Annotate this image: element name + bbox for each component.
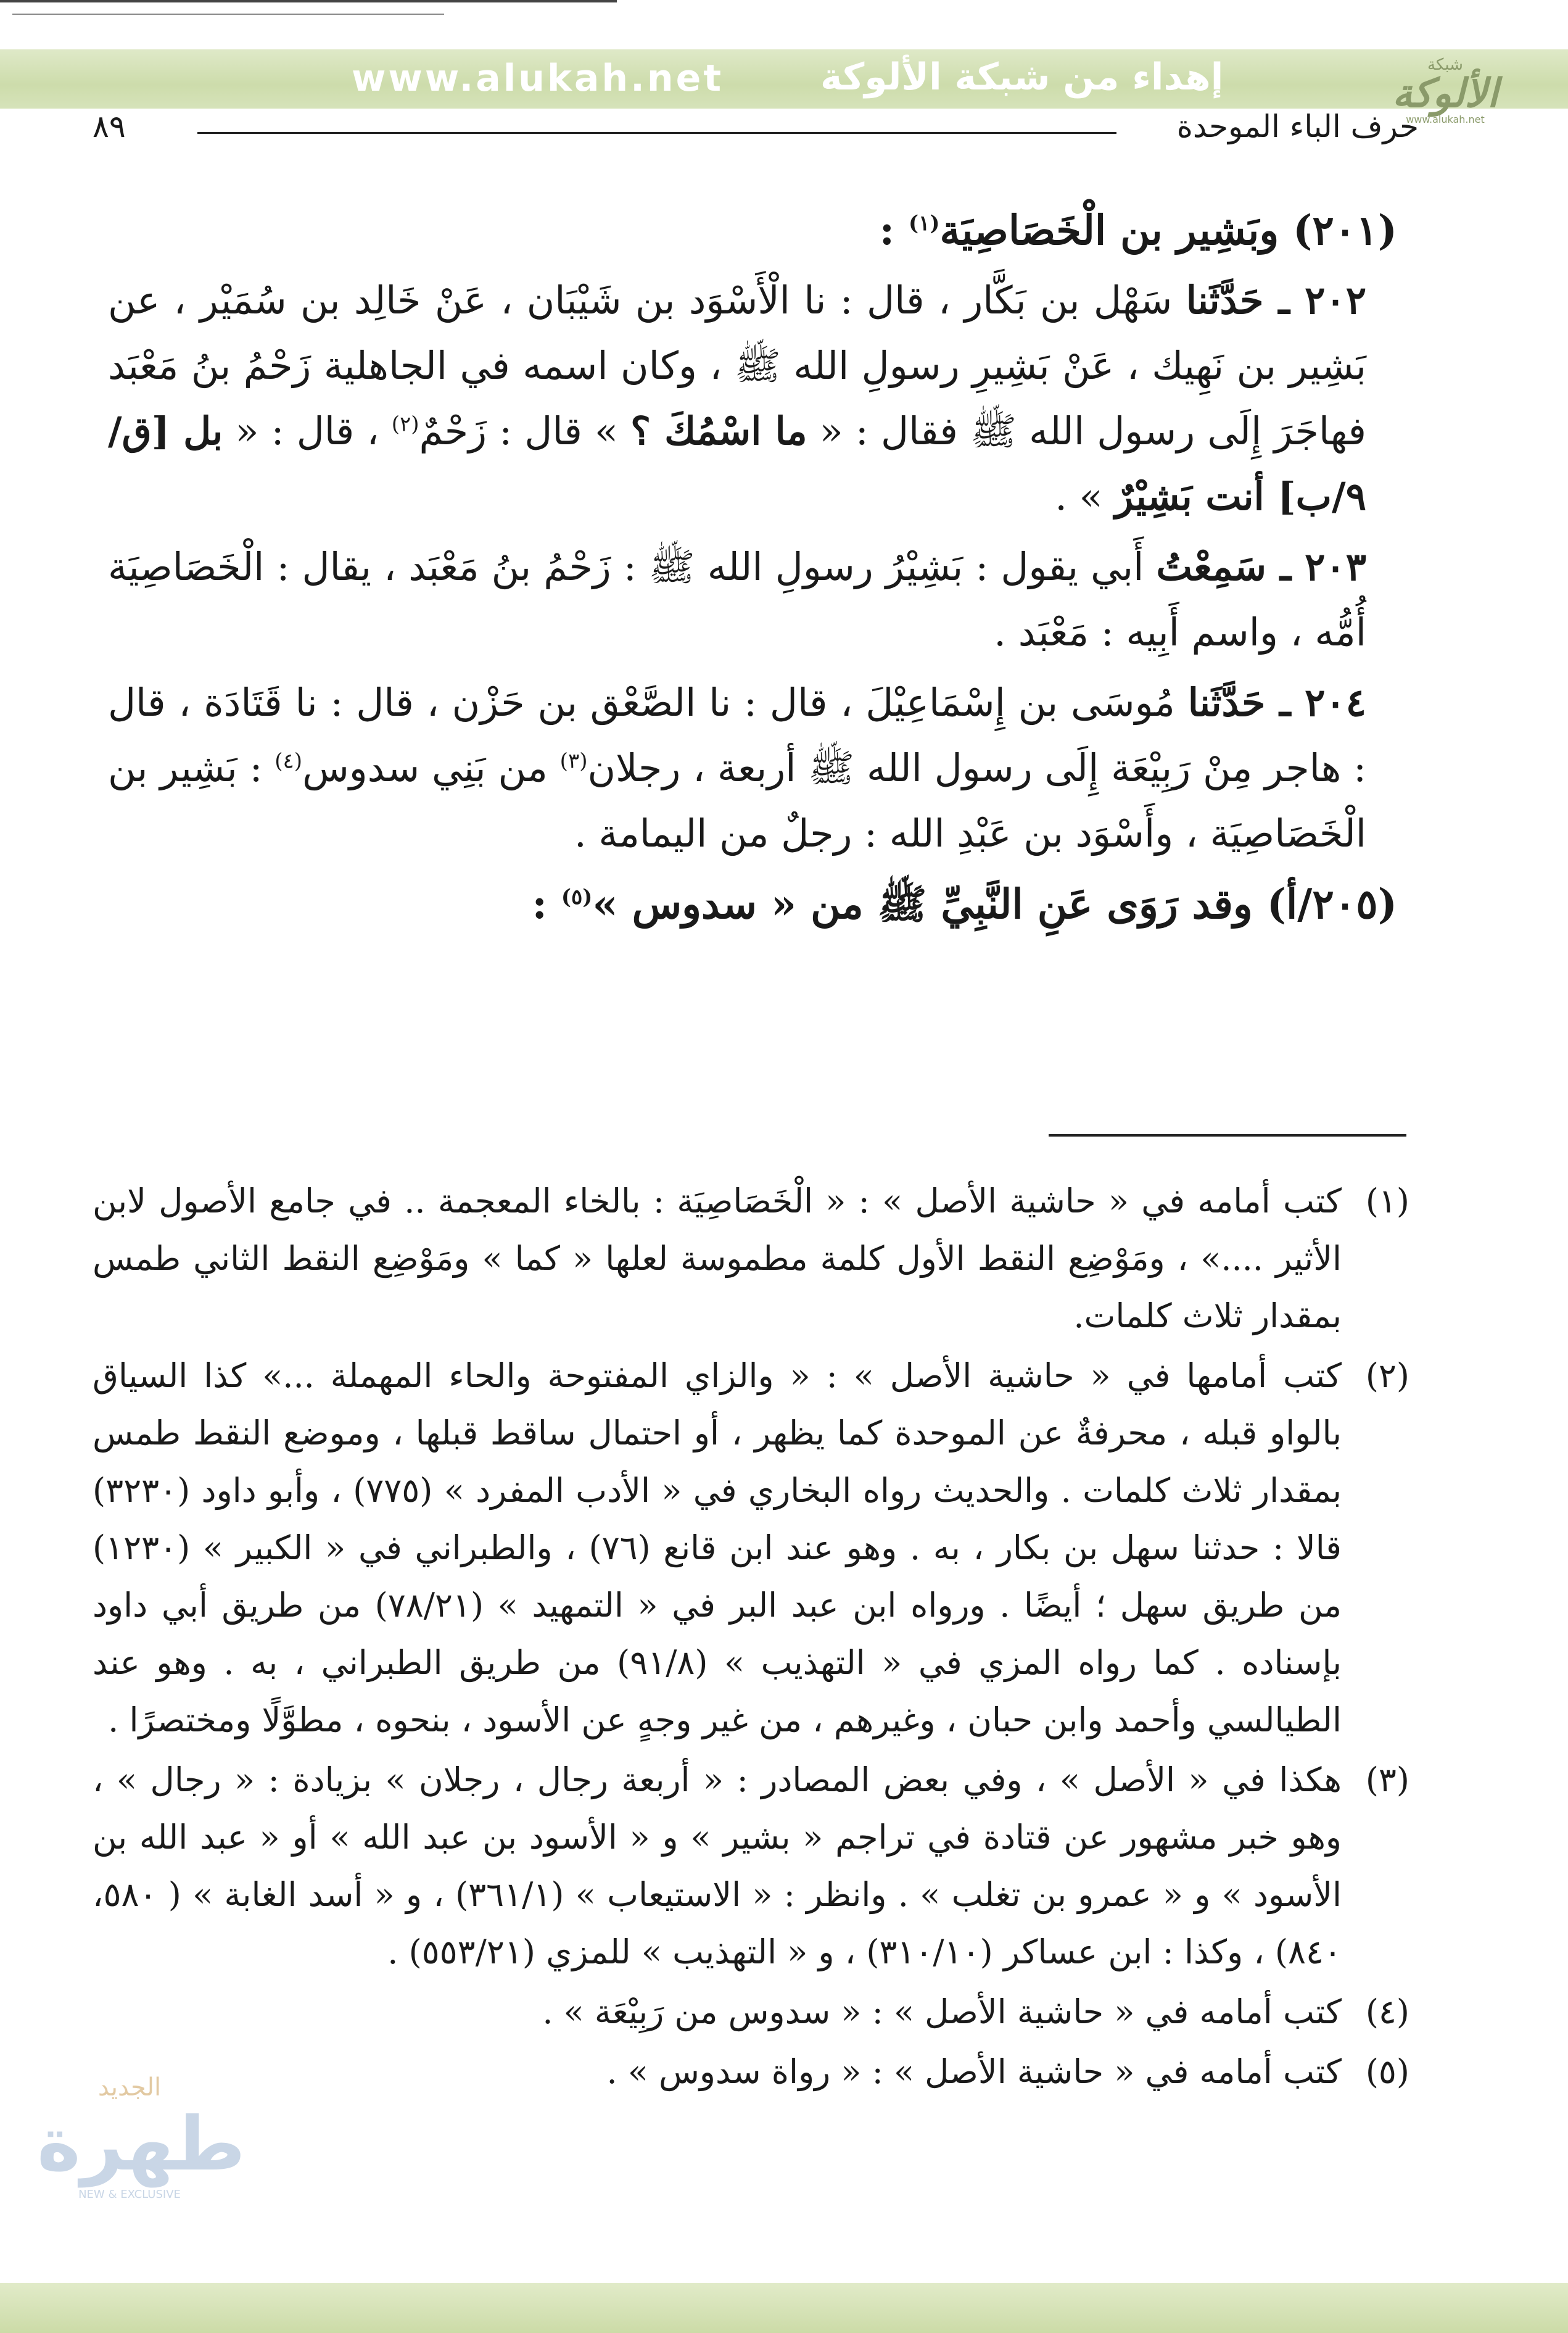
page-number: ٨٩ (93, 109, 126, 144)
p202-quote: ما اسْمُكَ ؟ (630, 408, 807, 454)
footnote-3 (93, 1751, 1409, 1981)
footnote-number: (٥) (1365, 2052, 1409, 2091)
footnote-ref-5: (٥) (561, 885, 593, 910)
footnote-text: كتب أمامه في « حاشية الأصل » : « رواة سدوس » . (606, 2052, 1342, 2091)
running-head (93, 109, 1419, 158)
footnote-number: (١) (1365, 1182, 1409, 1220)
p204-text-b: من بَنِي سدوس (302, 745, 560, 790)
p202-text-a: سَهْل بن بَكَّار ، قال : نا الْأَسْوَد بن شَيْبَان ، عَنْ خَالِد بن سُمَيْر ، عن بَشِير بن نَهِيك ، عَنْ بَشِيرِ رسولِ الله ﷺ ، وكان اسمه في الجاهلية زَحْمُ بنُ مَعْبَد فهاجَرَ إِلَى رسول الله ﷺ فقال : « (108, 278, 1366, 454)
footnote-number: (٣) (1365, 1760, 1409, 1799)
p202-text-c: ، قال : « (223, 408, 392, 454)
footnote-number: (٤) (1365, 1992, 1409, 2031)
p203-number: ٢٠٣ ـ (1266, 544, 1366, 589)
p203-lead: سَمِعْتُ (1156, 544, 1266, 589)
logo-main-text: الألوكة (1392, 71, 1498, 117)
footnote-number: (٢) (1365, 1356, 1409, 1395)
p202-text-e: » . (1055, 474, 1115, 519)
footnote-text: كتب أمامه في « حاشية الأصل » : « الْخَصَاصِيَة : بالخاء المعجمة .. في جامع الأصول لابن الأثير ....» ، ومَوْضِع النقط الأول كلمة مطموسة لعلها « كما » ومَوْضِع النقط الثاني طمس بمقدار ثلاث كلمات. (93, 1182, 1342, 1335)
p202-reply: بل [ق/٩/ب] أنت بَشِيْرٌ (108, 408, 1366, 519)
p202-number: ٢٠٢ ـ (1263, 278, 1366, 323)
p204-lead: حَدَّثَنا (1187, 680, 1266, 725)
site-banner (0, 49, 1568, 109)
heading-205-colon: : (532, 880, 561, 928)
top-scan-rule (0, 0, 617, 2)
corner-watermark-logo (37, 2073, 246, 2227)
bottom-band (0, 2283, 1568, 2333)
footnote-separator (1049, 1134, 1406, 1137)
footnote-text: كتب أمامه في « حاشية الأصل » : « سدوس من رَبِيْعَة » . (542, 1992, 1342, 2031)
footnote-ref-3: (٣) (559, 748, 588, 774)
footnote-text: كتب أمامها في « حاشية الأصل » : « والزاي المفتوحة والحاء المهملة ...» كذا السياق بالواو قبله ، محرفةٌ عن الموحدة كما يظهر ، أو احتمال ساقط قبلها ، وموضع النقط طمس بمقدار ثلاث كلمات . والحديث رواه البخاري في « الأدب المفرد » (٧٧٥) ، وأبو داود (٣٢٣٠) قالا : حدثنا سهل بن بكار ، به . وهو عند ابن قانع (٧٦) ، والطبراني في « الكبير » (١٢٣٠) من طريق سهل ؛ أيضًا . ورواه ابن عبد البر في « التمهيد » (٧٨/٢١) من طريق أبي داود بإسناده . كما رواه المزي في « التهذيب » (٩١/٨) من طريق الطبراني ، به . وهو عند الطيالسي وأحمد وابن حبان ، وغيرهم ، من غير وجهٍ عن الأسود ، بنحوه ، مطوَّلًا ومختصرًا . (93, 1356, 1342, 1739)
footnotes (93, 1172, 1409, 2103)
heading-205 (108, 871, 1409, 937)
running-head-title: حرف الباء الموحدة (1176, 109, 1419, 144)
banner-gift-text: إهداء من شبكة الألوكة (820, 56, 1224, 99)
footnote-ref-4: (٤) (274, 748, 303, 774)
running-head-rule (197, 132, 1116, 134)
p202-lead: حَدَّثَنا (1186, 278, 1264, 323)
heading-201 (108, 197, 1409, 263)
p203-text: أَبي يقول : بَشِيْرُ رسولِ الله ﷺ : زَحْمُ بنُ مَعْبَد ، يقال : الْخَصَاصِيَة أُمُّه ، واسم أَبِيه : مَعْبَد . (108, 544, 1366, 655)
corner-logo-top: الجديد (97, 2073, 162, 2102)
heading-201-text: (٢٠١) وبَشِير بن الْخَصَاصِيَة (939, 206, 1397, 254)
p204-text-c: : بَشِير بن الْخَصَاصِيَة ، وأَسْوَد بن عَبْدِ الله : رجلٌ من اليمامة . (108, 745, 1366, 856)
p202-text-b: » قال : زَحْمٌ (419, 408, 631, 454)
footnote-2 (93, 1347, 1409, 1749)
corner-logo-bottom: NEW & EXCLUSIVE (78, 2188, 181, 2201)
top-scan-rule-secondary (12, 14, 444, 15)
banner-url[interactable]: www.alukah.net (352, 57, 724, 100)
footnote-ref-2: (٢) (391, 412, 419, 437)
main-text (108, 197, 1409, 942)
footnote-ref-1: (١) (908, 211, 940, 236)
heading-201-colon: : (879, 206, 909, 254)
footnote-text: هكذا في « الأصل » ، وفي بعض المصادر : « أربعة رجال ، رجلان » بزيادة : « رجال » ، وهو خبر مشهور عن قتادة في تراجم « بشير » و « الأسود بن عبد الله » أو « عبد الله بن الأسود » و « عمرو بن تغلب » . وانظر : « الاستيعاب » (٣٦١/١) ، و « أسد الغابة » ( ٥٨٠، ٨٤٠) ، وكذا : ابن عساكر (٣١٠/١٠) ، و « التهذيب » للمزي (٥٥٣/٢١) . (93, 1760, 1342, 1971)
footnote-4 (93, 1983, 1409, 2041)
corner-logo-main: طهرة (37, 2102, 246, 2187)
logo-top-text: شبكة (1427, 56, 1463, 74)
footnote-5 (93, 2043, 1409, 2100)
heading-205-text: (٢٠٥/أ) وقد رَوَى عَنِ النَّبِيِّ ﷺ من « سدوس » (592, 880, 1397, 928)
paragraph-202 (108, 268, 1409, 529)
logo-url-text: www.alukah.net (1406, 114, 1485, 125)
p204-text-a: مُوسَى بن إِسْمَاعِيْلَ ، قال : نا الصَّعْق بن حَزْن ، قال : نا قَتَادَة ، قال : هاجر مِنْ رَبِيْعَة إِلَى رسول الله ﷺ أربعة ، رجلان (108, 680, 1366, 790)
footnote-1 (93, 1172, 1409, 1345)
paragraph-204 (108, 670, 1409, 866)
p204-number: ٢٠٤ ـ (1265, 680, 1366, 725)
paragraph-203 (108, 534, 1409, 665)
